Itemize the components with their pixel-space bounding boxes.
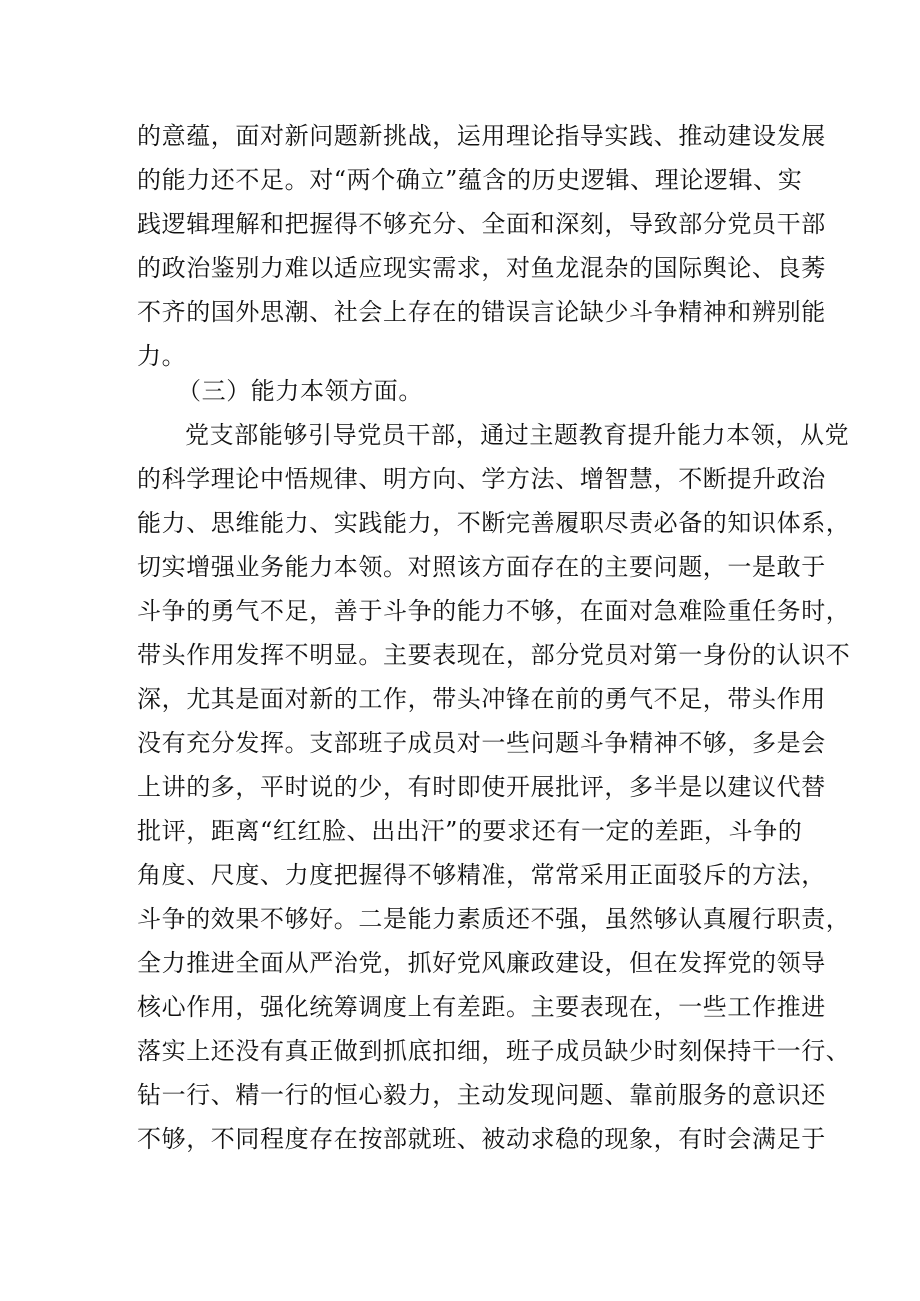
text-line: 落实上还没有真正做到抓底扣细，班子成员缺少时刻保持干一行、 xyxy=(137,1037,851,1065)
text-line: 不够，不同程度存在按部就班、被动求稳的现象，有时会满足于 xyxy=(137,1125,826,1153)
text-line: 斗争的效果不够好。二是能力素质还不强，虽然够认真履行职责， xyxy=(137,905,851,933)
text-line: 的能力还不足。对“两个确立”蕴含的历史逻辑、理论逻辑、实 xyxy=(137,166,803,194)
text-line: 的政治鉴别力难以适应现实需求，对鱼龙混杂的国际舆论、良莠 xyxy=(137,254,826,282)
text-line: 钻一行、精一行的恒心毅力，主动发现问题、靠前服务的意识还 xyxy=(137,1081,826,1109)
text-line: 没有充分发挥。支部班子成员对一些问题斗争精神不够，多是会 xyxy=(137,729,826,757)
text-line: 深，尤其是面对新的工作，带头冲锋在前的勇气不足，带头作用 xyxy=(137,685,826,713)
text-line: 上讲的多，平时说的少，有时即使开展批评，多半是以建议代替 xyxy=(137,773,826,801)
text-line: 力。 xyxy=(137,342,187,370)
text-line: 能力、思维能力、实践能力，不断完善履职尽责必备的知识体系， xyxy=(137,509,851,537)
text-line: 斗争的勇气不足，善于斗争的能力不够，在面对急难险重任务时， xyxy=(137,597,851,625)
section-heading: （三）能力本领方面。 xyxy=(177,377,423,405)
text-line: 的意蕴，面对新问题新挑战，运用理论指导实践、推动建设发展 xyxy=(137,122,826,150)
text-line: 的科学理论中悟规律、明方向、学方法、增智慧，不断提升政治 xyxy=(137,465,826,493)
text-line: 核心作用，强化统筹调度上有差距。主要表现在，一些工作推进 xyxy=(137,993,826,1021)
text-line: 不齐的国外思潮、社会上存在的错误言论缺少斗争精神和辨别能 xyxy=(137,298,826,326)
text-line: 批评，距离“红红脸、出出汗”的要求还有一定的差距，斗争的 xyxy=(137,817,803,845)
text-line: 党支部能够引导党员干部，通过主题教育提升能力本领，从党 xyxy=(185,421,850,449)
text-line: 全力推进全面从严治党，抓好党风廉政建设，但在发挥党的领导 xyxy=(137,949,826,977)
text-line: 切实增强业务能力本领。对照该方面存在的主要问题，一是敢于 xyxy=(137,553,826,581)
text-line: 践逻辑理解和把握得不够充分、全面和深刻，导致部分党员干部 xyxy=(137,210,826,238)
text-line: 带头作用发挥不明显。主要表现在，部分党员对第一身份的认识不 xyxy=(137,641,851,669)
text-line: 角度、尺度、力度把握得不够精准，常常采用正面驳斥的方法， xyxy=(137,861,826,889)
